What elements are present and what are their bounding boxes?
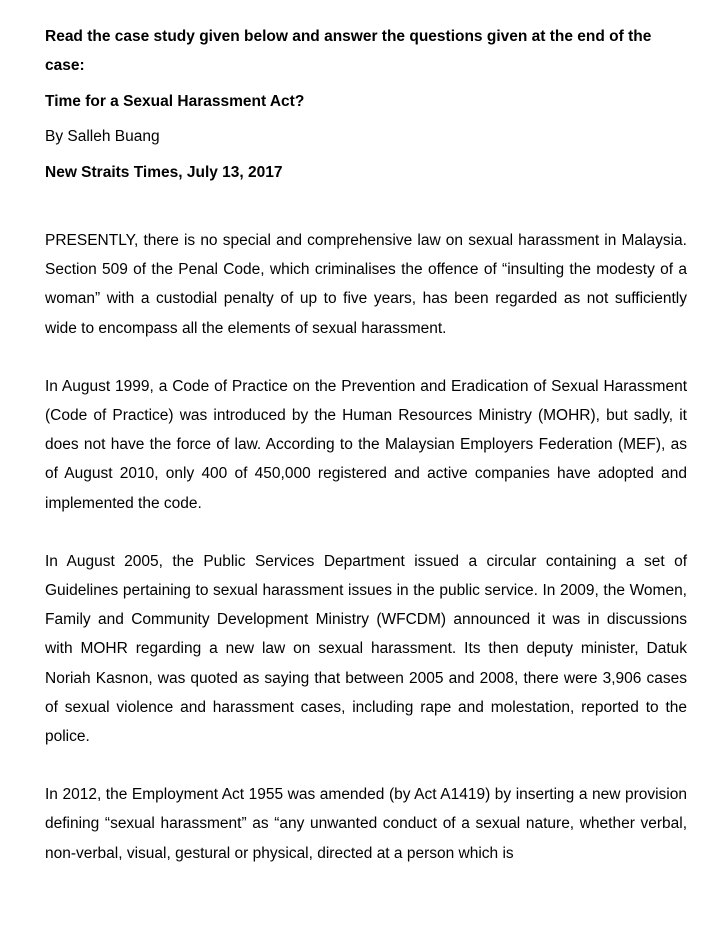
paragraph-2: In August 1999, a Code of Practice on the Prevention and Eradication of Sexual Harassment (Code of Practice) was introduced by the Human Resources Ministry (MOHR), but sadly, it does not have the force of law. According to the Malaysian Employers Federation (MEF), as of August 2010, only 400 of 450,000 registered and active companies have adopted and implemented the code. [45, 377, 687, 512]
article-source: New Straits Times, July 13, 2017 [45, 164, 283, 181]
paragraph-3: In August 2005, the Public Services Department issued a circular containing a set of Guidelines pertaining to sexual harassment issues in the public service. In 2009, the Women, Family and Community Development Ministry (WFCDM) announced it was in discussions with MOHR regarding a new law on sexual harassment. Its then deputy minister, Datuk Noriah Kasnon, was quoted as saying that between 2005 and 2008, there were 3,906 cases of sexual violence and harassment cases, including rape and molestation, reported to the police. [45, 552, 687, 746]
instruction-heading: Read the case study given below and answer the questions given at the end of the case: [45, 28, 652, 74]
paragraph-4: In 2012, the Employment Act 1955 was amended (by Act A1419) by inserting a new provision defining “sexual harassment” as “any unwanted conduct of a sexual nature, whether verbal, non-verbal, visual, gestural or physical, directed at a person which is [45, 786, 687, 862]
article-byline: By Salleh Buang [45, 128, 160, 145]
article-title: Time for a Sexual Harassment Act? [45, 93, 305, 110]
case-study-content [45, 22, 687, 868]
paragraph-1: PRESENTLY, there is no special and comprehensive law on sexual harassment in Malaysia. Section 509 of the Penal Code, which criminalises the offence of “insulting the modesty of a woman” with a custodial penalty of up to five years, has been regarded as not sufficiently wide to encompass all the elements of sexual harassment. [45, 232, 687, 337]
